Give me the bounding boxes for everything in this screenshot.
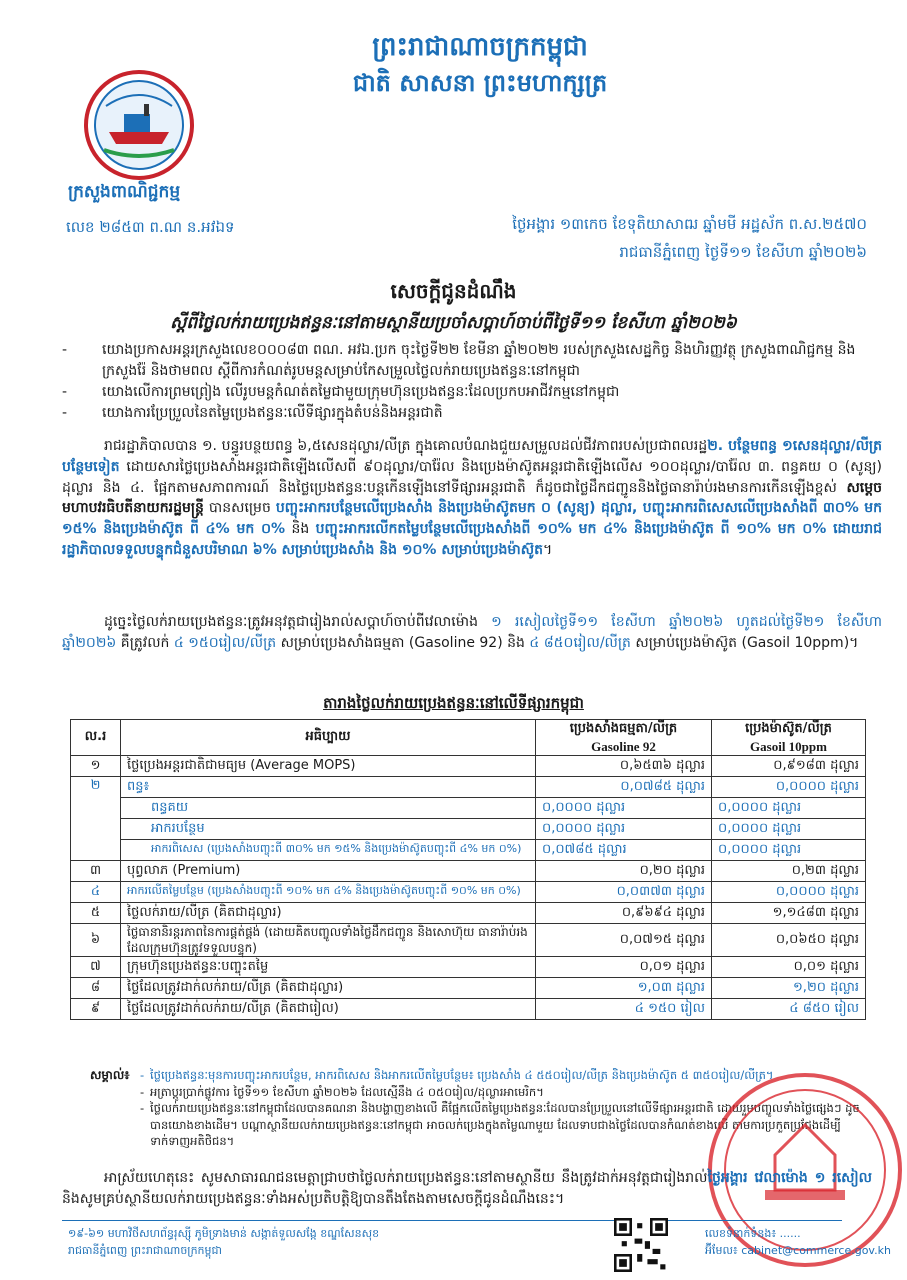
- diesel-price: ៤ ៨៥០រៀល/លីត្រ: [529, 634, 631, 651]
- paragraph-text: និង: [285, 521, 316, 538]
- decision-paragraph: [62, 436, 882, 561]
- gasoline-value: ០,០១ ដុល្លារ: [536, 957, 712, 978]
- gasoline-value: ៤ ១៥០ រៀល: [536, 999, 712, 1020]
- row-number: ៩: [71, 999, 121, 1020]
- row-description: បុព្វលាភ (Premium): [121, 861, 536, 882]
- note-item: - ថ្លៃលក់រាយប្រេងឥន្ធនៈនៅកម្ពុជាដែលបានគណនា និងបង្ហាញខាងលើ គឺផ្អែកលើតម្លៃប្រេងឥន្ធនៈដែលបានប្រែប្រួលនៅលើទីផ្សារអន្តរជាតិ ដោយរួមបញ្ចូលទាំងថ្លៃផ្សេងៗ ដូចបានយោងខាងដើម។ បណ្តាស្ថានីយលក់រាយប្រេងឥន្ធនៈនៅកម្ពុជា អាចលក់ប្រេងក្នុងតម្លៃណាមួយ ដែលទាបជាងថ្លៃដែលបានកំណត់ខាងលើ តាមការប្រកួតប្រជែងដើម្បីទាក់ទាញអតិថិជន។: [140, 1100, 870, 1150]
- document-subtitle: ស្តីពីថ្លៃលក់រាយប្រេងឥន្ធនៈនៅតាមស្ថានីយប្រចាំសប្តាហ៍ចាប់ពីថ្ងៃទី១១ ខែសីហា ឆ្នាំ២០២៦: [170, 313, 737, 333]
- table-row: [71, 819, 866, 840]
- paragraph-text: ដូច្នេះថ្លៃលក់រាយប្រេងឥន្ធនៈត្រូវអនុវត្តជារៀងរាល់សប្តាហ៍ចាប់ពីវេលាម៉ោង: [104, 614, 492, 630]
- table-row: [71, 798, 866, 819]
- diesel-label-en: Gasoil 10ppm: [750, 739, 827, 754]
- col-header-description: អធិប្បាយ: [121, 720, 536, 756]
- gasoline-value: ០,០០០០ ដុល្លារ: [536, 798, 712, 819]
- reference-item: - យោងប្រកាសអន្តរក្រសួងលេខ០០០៨៣ ពណ. អវឯ.ប្រក ចុះថ្ងៃទី២២ ខែមីនា ឆ្នាំ២០២២ របស់ក្រសួងសេដ្ឋកិច្ច និងហិរញ្ញវត្ថុ ក្រសួងពាណិជ្ជកម្ម និងក្រសួងរ៉ែ និងថាមពល ស្តីពីការកំណត់រូបមន្តសម្រាប់កែសម្រួលថ្លៃលក់រាយប្រេងឥន្ធនៈនៅកម្ពុជា: [62, 340, 882, 382]
- closing-text: និងសូមគ្រប់ស្ថានីយលក់រាយប្រេងឥន្ធនៈទាំងអស់ប្រតិបត្តិឱ្យបានតឹងតែងតាមសេចក្តីជូនដំណឹងនេះ។: [62, 1190, 565, 1207]
- gasoline-value: ០,០៣៧៣ ដុល្លារ: [536, 882, 712, 903]
- note-item: - ថ្លៃប្រេងឥន្ធនៈមុនការបញ្ចុះអាករបន្ថែម, អាករពិសេស និងអាករលើតម្លៃបន្ថែម៖ ប្រេងសាំង ៤ ៥៥០រៀល/លីត្រ និងប្រេងម៉ាស៊ូត ៥ ៣៥០រៀល/លីត្រ។: [140, 1067, 870, 1084]
- col-header-gasoline: [536, 720, 712, 756]
- diesel-value: ០,០០០០ ដុល្លារ: [712, 777, 866, 798]
- row-number: ៦: [71, 924, 121, 957]
- gasoline-value: ០,៦៥៣៦ ដុល្លារ: [536, 756, 712, 777]
- col-header-no: ល.រ: [71, 720, 121, 756]
- col-header-diesel: [712, 720, 866, 756]
- gasoline-value: ០,០៧១៥ ដុល្លារ: [536, 924, 712, 957]
- diesel-value: ១,១៤៨៣ ដុល្លារ: [712, 903, 866, 924]
- closing-highlight: ថ្ងៃអង្គារ វេលាម៉ោង ១ រសៀល: [707, 1170, 872, 1186]
- paragraph-text: គឺត្រូវលក់: [116, 634, 174, 651]
- address-line: រាជធានីភ្នំពេញ ព្រះរាជាណាចក្រកម្ពុជា: [68, 1244, 222, 1257]
- row-description: ក្រុមហ៊ុនប្រេងឥន្ធនៈបញ្ចុះតម្លៃ: [121, 957, 536, 978]
- closing-text: អាស្រ័យហេតុនេះ សូមសាធារណជនមេត្តាជ្រាបថាថ្លៃលក់រាយប្រេងឥន្ធនៈនៅតាមស្ថានីយ នឹងត្រូវដាក់អនុវត្តជារៀងរាល់: [104, 1170, 708, 1186]
- reference-number: លេខ ២៨៥៣ ព.ណ ន.អវឯទ: [66, 218, 235, 236]
- diesel-value: ១,២០ ដុល្លារ: [712, 978, 866, 999]
- paragraph-text: ដោយសារថ្លៃប្រេងសាំងអន្តរជាតិឡើងលើសពី ៩០ដុល្លារ/បារ៉ែល និងប្រេងម៉ាស៊ូតអន្តរជាតិឡើងលើស ១០០ដុល្លារ/បារ៉ែល ៣. ពន្ធគយ ០ (សូន្យ) ដុល្លារ និង ៤. ផ្អែកតាមសភាពការណ៍ និងថ្លៃប្រេងឥន្ធនៈបន្តកើនឡើងនៅទីផ្សារអន្តរជាតិ ក៏ដូចជាថ្លៃដឹកជញ្ជូននិងថ្លៃធានារ៉ាប់រងមានការកើនឡើងខ្ពស់: [62, 458, 882, 496]
- paragraph-text: រាជរដ្ឋាភិបាលបាន ១. បន្ធូរបន្ថយពន្ធ ៦,៥សេនដុល្លារ/លីត្រ ក្នុងគោលបំណងជួយសម្រួលដល់ជីវភាពរបស់ប្រជាពលរដ្ឋ: [104, 438, 708, 454]
- solar-date: រាជធានីភ្នំពេញ ថ្ងៃទី១១ ខែសីហា ឆ្នាំ២០២៦: [619, 243, 867, 261]
- row-description: ថ្លៃដែលត្រូវដាក់លក់រាយ/លីត្រ (គិតជាដុល្លារ): [121, 978, 536, 999]
- national-motto: ជាតិ សាសនា ព្រះមហាក្សត្រ: [352, 69, 608, 97]
- gasoline-value: ០,៩៦៩៤ ដុល្លារ: [536, 903, 712, 924]
- price-table: [70, 719, 866, 1020]
- ministry-name: ក្រសួងពាណិជ្ជកម្ម: [68, 182, 181, 202]
- diesel-value: ០,០០០០ ដុល្លារ: [712, 798, 866, 819]
- gasoline-label-en: Gasoline 92: [591, 739, 656, 754]
- ministry-logo: [84, 70, 194, 180]
- diesel-label-kh: ប្រេងម៉ាស៊ូត/លីត្រ: [745, 721, 832, 736]
- row-number: ៧: [71, 957, 121, 978]
- row-number: ៨: [71, 978, 121, 999]
- notes-label: សម្គាល់៖: [90, 1068, 130, 1082]
- reference-list: [62, 340, 882, 424]
- table-row: [71, 777, 866, 798]
- row-description: ពន្ធគយ: [121, 798, 536, 819]
- paragraph-highlight: ២. បន្ថែមពន្ធ ១សេនដុល្លារ/លីត្របន្ថែមទៀត: [62, 438, 882, 475]
- contact-phone: លេខទំនាក់ទំនង៖ ......: [705, 1227, 801, 1240]
- table-row: [71, 924, 866, 957]
- table-row: [71, 999, 866, 1020]
- note-item: - អត្រាប្តូរប្រាក់ផ្លូវការ ថ្ងៃទី១១ ខែសីហា ឆ្នាំ២០២៦ ដែលស្មើនឹង ៤ ០៥០រៀល/ដុល្លារអាមេរិក។: [140, 1084, 870, 1101]
- diesel-value: ០,០៦៥០ ដុល្លារ: [712, 924, 866, 957]
- gasoline-value: ០,០០០០ ដុល្លារ: [536, 819, 712, 840]
- lunar-date: ថ្ងៃអង្គារ ១៣កេច ខែទុតិយាសាឍ ឆ្នាំមមី អដ្ឋស័ក ព.ស.២៥៧០: [512, 215, 867, 233]
- table-header-row: [71, 720, 866, 756]
- diesel-value: ០,០០០០ ដុល្លារ: [712, 840, 866, 861]
- contact-email: អ៊ីមែល៖ cabinet@commerce.gov.kh: [705, 1244, 891, 1257]
- row-description: ថ្លៃលក់រាយ/លីត្រ (គិតជាដុល្លារ): [121, 903, 536, 924]
- row-number: ២: [71, 777, 121, 861]
- price-paragraph: [62, 612, 882, 654]
- gasoline-value: ០,០៧៨៥ ដុល្លារ: [536, 840, 712, 861]
- row-number: ៥: [71, 903, 121, 924]
- prime-minister-title: សម្តេចមហាបវរធិបតីនាយករដ្ឋមន្ត្រី: [62, 479, 882, 517]
- table-title: តារាងថ្លៃលក់រាយប្រេងឥន្ធនៈនៅលើទីផ្សារកម្ពុជា: [323, 694, 584, 712]
- gasoline-label-kh: ប្រេងសាំងធម្មតា/លីត្រ: [569, 721, 678, 736]
- kingdom-title: ព្រះរាជាណាចក្រកម្ពុជា: [372, 32, 588, 62]
- diesel-value: ០,០០០០ ដុល្លារ: [712, 882, 866, 903]
- table-row: [71, 957, 866, 978]
- paragraph-text: ។: [542, 541, 553, 558]
- row-description: អាករលើតម្លៃបន្ថែម (ប្រេងសាំងបញ្ចុះពី ១០% មក ៤% និងប្រេងម៉ាស៊ូតបញ្ចុះពី ១០% មក ០%): [121, 882, 536, 903]
- table-row: [71, 756, 866, 777]
- paragraph-text: សម្រាប់ប្រេងម៉ាស៊ូត (Gasoil 10ppm)។: [630, 634, 859, 651]
- row-description: ពន្ធ៖: [121, 777, 536, 798]
- row-description: អាករបន្ថែម: [121, 819, 536, 840]
- reference-item: - យោងលើការព្រមព្រៀង លើរូបមន្តកំណត់តម្លៃជាមួយក្រុមហ៊ុនប្រេងឥន្ធនៈដែលប្រកបអាជីវកម្មនៅកម្ពុជា: [62, 382, 882, 403]
- gasoline-value: ១,០៣ ដុល្លារ: [536, 978, 712, 999]
- reference-item: - យោងការប្រែប្រួលនៃតម្លៃប្រេងឥន្ធនៈលើទីផ្សារក្នុងតំបន់និងអន្តរជាតិ: [62, 403, 882, 424]
- document-title: សេចក្តីជូនដំណឹង: [390, 279, 517, 303]
- diesel-value: ០,០០០០ ដុល្លារ: [712, 819, 866, 840]
- paragraph-text: សម្រាប់ប្រេងសាំងធម្មតា (Gasoline 92) និង: [276, 634, 530, 651]
- paragraph-highlight: បញ្ចុះអាករលើកតម្លៃបន្ថែមលើប្រេងសាំងពី ១០% មក ៤% និងប្រេងម៉ាស៊ូត ពី ១០% មក ០% ដោយរាជរដ្ឋាភិបាលទទួលបន្ទុកជំនួសបរិមាណ ៦% សម្រាប់ប្រេងសាំង និង ១០% សម្រាប់ប្រេងម៉ាស៊ូត: [62, 521, 882, 558]
- qr-code[interactable]: [614, 1218, 668, 1272]
- table-row: [71, 978, 866, 999]
- paragraph-highlight: ១ រសៀលថ្ងៃទី១១ ខែសីហា ឆ្នាំ២០២៦ ហូតដល់ថ្ងៃទី២១ ខែសីហា ឆ្នាំ២០២៦: [62, 614, 882, 651]
- footer-divider: [62, 1220, 842, 1221]
- table-row: [71, 840, 866, 861]
- row-number: ១: [71, 756, 121, 777]
- diesel-value: ០,០១ ដុល្លារ: [712, 957, 866, 978]
- row-description: ថ្លៃប្រេងអន្តរជាតិជាមធ្យម (Average MOPS): [121, 756, 536, 777]
- row-description: ថ្លៃដែលត្រូវដាក់លក់រាយ/លីត្រ (គិតជារៀល): [121, 999, 536, 1020]
- address-line: ១៩-៦១ មហាវិថីសហព័ន្ធរុស្ស៊ី ភូមិទ្រាងមាន់ សង្កាត់ទួលសង្កែ ខណ្ឌសែនសុខ: [68, 1227, 380, 1240]
- diesel-value: ០,៩១៨៣ ដុល្លារ: [712, 756, 866, 777]
- diesel-value: ៤ ៨៥០ រៀល: [712, 999, 866, 1020]
- gasoline-value: ០,២០ ដុល្លារ: [536, 861, 712, 882]
- row-description: ថ្លៃធានានិរន្តរភាពនៃការផ្គត់ផ្គង់ (ដោយគិតបញ្ចូលទាំងថ្លៃដឹកជញ្ជូន និងសោហ៊ុយ ធានារ៉ាប់រងដែលក្រុមហ៊ុនត្រូវទទួលបន្ទុក): [121, 924, 536, 957]
- table-row: [71, 903, 866, 924]
- gasoline-value: ០,០៧៨៥ ដុល្លារ: [536, 777, 712, 798]
- footer-address: [68, 1225, 398, 1259]
- table-row: [71, 882, 866, 903]
- row-number: ៤: [71, 882, 121, 903]
- closing-paragraph: [62, 1168, 872, 1210]
- row-description: អាករពិសេស (ប្រេងសាំងបញ្ចុះពី ៣០% មក ១៥% និងប្រេងម៉ាស៊ូតបញ្ចុះពី ៤% មក ០%): [121, 840, 536, 861]
- paragraph-highlight: បញ្ចុះអាករបន្ថែមលើប្រេងសាំង និងប្រេងម៉ាស៊ូតមក ០ (សូន្យ) ដុល្លារ, បញ្ចុះអាករពិសេសលើប្រេងសាំងពី ៣០% មក ១៥% និងប្រេងម៉ាស៊ូត ពី ៤% មក ០%: [62, 500, 882, 538]
- gasoline-price: ៤ ១៥០រៀល/លីត្រ: [173, 634, 277, 651]
- paragraph-text: បានសម្រេច: [203, 500, 276, 517]
- table-row: [71, 861, 866, 882]
- row-number: ៣: [71, 861, 121, 882]
- diesel-value: ០,២៣ ដុល្លារ: [712, 861, 866, 882]
- footer-contact: [705, 1225, 895, 1259]
